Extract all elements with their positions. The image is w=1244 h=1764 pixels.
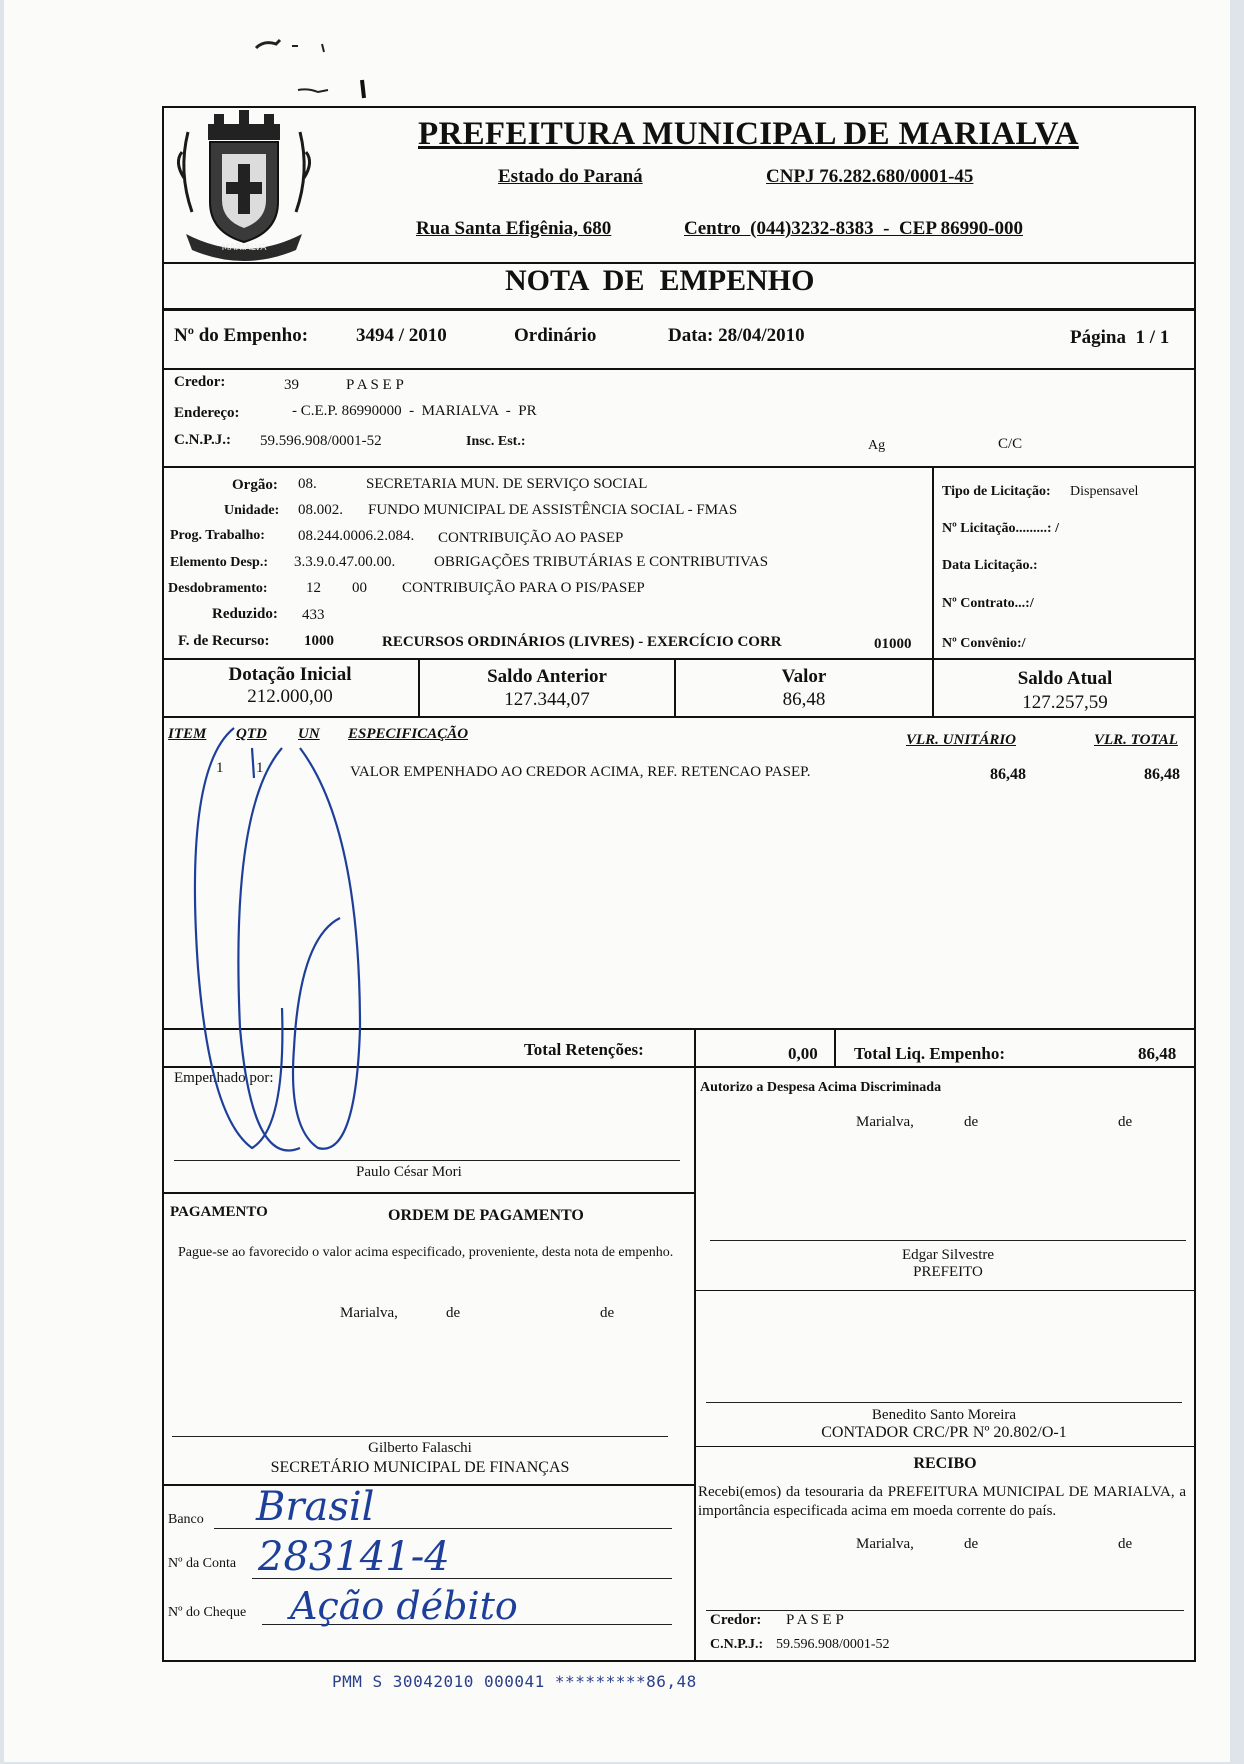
saldo-anterior-value: 127.344,07 <box>504 689 590 710</box>
elemento-code: 3.3.9.0.47.00.00. <box>294 554 396 570</box>
prog-label: Prog. Trabalho: <box>170 528 265 543</box>
autorizo-de2: de <box>1118 1114 1133 1130</box>
credor-cnpj-label: C.N.P.J.: <box>174 432 231 448</box>
dotacao-label: Dotação Inicial <box>228 664 352 685</box>
pagamento-de2: de <box>600 1305 615 1321</box>
col-vlr-total: VLR. TOTAL <box>1094 732 1178 748</box>
total-liq-label: Total Liq. Empenho: <box>854 1044 1005 1063</box>
svg-text:MARIALVA: MARIALVA <box>221 243 267 253</box>
recibo-credor-label: Credor: <box>710 1612 762 1628</box>
elemento-label: Elemento Desp.: <box>170 555 268 570</box>
desdobramento-code: 12 <box>306 580 321 596</box>
col-vlr-unitario: VLR. UNITÁRIO <box>906 732 1017 748</box>
banco-label: Banco <box>168 1512 204 1527</box>
municipal-seal-icon <box>168 102 320 262</box>
empenho-date: Data: 28/04/2010 <box>668 325 805 346</box>
ordem-pagamento-label: ORDEM DE PAGAMENTO <box>388 1207 584 1224</box>
col-un: UN <box>298 726 320 742</box>
saldo-atual-label: Saldo Atual <box>1017 668 1113 689</box>
autorizo-city: Marialva, <box>856 1114 914 1130</box>
valor-value: 86,48 <box>782 689 826 710</box>
prog-name: CONTRIBUIÇÃO AO PASEP <box>438 530 624 546</box>
empenho-number: 3494 / 2010 <box>356 325 447 346</box>
pen-marks <box>190 708 420 1160</box>
unidade-label: Unidade: <box>224 503 280 518</box>
recibo-de1: de <box>964 1536 979 1552</box>
item-row-vlr-unitario: 86,48 <box>990 766 1026 783</box>
desdobramento-name: CONTRIBUIÇÃO PARA O PIS/PASEP <box>402 580 645 596</box>
total-retencoes-value: 0,00 <box>788 1044 818 1063</box>
elemento-name: OBRIGAÇÕES TRIBUTÁRIAS E CONTRIBUTIVAS <box>434 554 769 570</box>
contador-signer: Benedito Santo Moreira <box>871 1407 1017 1423</box>
saldo-atual-value: 127.257,59 <box>1022 692 1108 713</box>
desdobramento-sub: 00 <box>352 580 367 596</box>
autorizo-label: Autorizo a Despesa Acima Discriminada <box>700 1080 942 1095</box>
dotacao-value: 212.000,00 <box>247 686 333 707</box>
cnpj-header: CNPJ 76.282.680/0001-45 <box>766 166 974 187</box>
valor-label: Valor <box>781 666 827 687</box>
credor-code: 39 <box>284 377 299 393</box>
document-title: NOTA DE EMPENHO <box>505 264 815 297</box>
pagamento-city: Marialva, <box>340 1305 398 1321</box>
recibo-label: RECIBO <box>913 1455 977 1472</box>
recurso-number: 01000 <box>874 636 912 652</box>
licitacao-type-label: Tipo de Licitação: <box>942 484 1051 499</box>
licitacao-type: Dispensavel <box>1070 484 1139 499</box>
prefeito-signer: Edgar Silvestre <box>901 1247 995 1263</box>
account-label: C/C <box>998 436 1023 452</box>
prog-code: 08.244.0006.2.084. <box>298 528 415 544</box>
contador-role: CONTADOR CRC/PR Nº 20.802/O-1 <box>821 1424 1067 1441</box>
insc-est-label: Insc. Est.: <box>466 434 526 449</box>
orgao-name: SECRETARIA MUN. DE SERVIÇO SOCIAL <box>366 476 648 492</box>
unidade-name: FUNDO MUNICIPAL DE ASSISTÊNCIA SOCIAL - FMAS <box>368 502 738 518</box>
empenho-number-label: Nº do Empenho: <box>174 325 309 346</box>
credor-cnpj: 59.596.908/0001-52 <box>260 433 382 449</box>
recibo-credor: P A S E P <box>786 1612 844 1628</box>
state-name: Estado do Paraná <box>498 166 643 187</box>
recibo-de2: de <box>1118 1536 1133 1552</box>
item-row-qtd: 1 <box>256 760 264 776</box>
total-liq-value: 86,48 <box>1138 1044 1177 1063</box>
address-details: Centro (044)3232-8383 - CEP 86990-000 <box>684 218 1023 239</box>
contrato-number: Nº Contrato...:/ <box>942 596 1034 611</box>
cheque-label: Nº do Cheque <box>168 1605 247 1620</box>
recibo-cnpj: 59.596.908/0001-52 <box>776 1637 890 1652</box>
agency-label: Ag <box>868 438 886 453</box>
licitacao-date: Data Licitação.: <box>942 558 1038 573</box>
municipality-title: PREFEITURA MUNICIPAL DE MARIALVA <box>418 116 1079 152</box>
orgao-label: Orgão: <box>232 477 278 493</box>
recurso-code: 1000 <box>304 633 334 649</box>
empenhado-label: Empenhado por: <box>174 1070 274 1086</box>
licitacao-number: Nº Licitação.........: / <box>942 521 1059 536</box>
total-retencoes-label: Total Retenções: <box>524 1040 644 1059</box>
reduzido-label: Reduzido: <box>212 606 278 622</box>
empenho-type: Ordinário <box>514 325 597 346</box>
col-especificacao: ESPECIFICAÇÃO <box>348 726 469 742</box>
scan-marks <box>250 30 370 100</box>
recibo-cnpj-label: C.N.P.J.: <box>710 1637 764 1652</box>
recibo-city: Marialva, <box>856 1536 914 1552</box>
desdobramento-label: Desdobramento: <box>168 581 268 596</box>
conta-handwritten: 283141-4 <box>258 1534 450 1580</box>
secretario-role: SECRETÁRIO MUNICIPAL DE FINANÇAS <box>270 1459 570 1476</box>
print-stamp: PMM S 30042010 000041 *********86,48 <box>332 1672 697 1691</box>
col-qtd: QTD <box>236 726 267 742</box>
item-row-item: 1 <box>216 760 224 776</box>
cheque-handwritten: Ação débito <box>290 1584 518 1628</box>
banco-handwritten: Brasil <box>256 1484 375 1530</box>
address-label: Endereço: <box>174 405 240 421</box>
secretario-signer: Gilberto Falaschi <box>368 1440 472 1456</box>
saldo-anterior-label: Saldo Anterior <box>487 666 607 687</box>
recibo-text: Recebi(emos) da tesouraria da PREFEITURA MUNICIPAL DE MARIALVA, a importância especificada acima em moeda corrente do país. <box>698 1484 1186 1519</box>
autorizo-de1: de <box>964 1114 979 1130</box>
unidade-code: 08.002. <box>298 502 343 518</box>
page-number: Página 1 / 1 <box>1070 327 1170 348</box>
item-row-vlr-total: 86,48 <box>1144 766 1180 783</box>
recurso-label: F. de Recurso: <box>178 633 270 649</box>
col-item: ITEM <box>168 726 207 742</box>
empenhado-signer: Paulo César Mori <box>356 1164 462 1180</box>
prefeito-role: PREFEITO <box>913 1264 983 1280</box>
street-address: Rua Santa Efigênia, 680 <box>416 218 612 239</box>
pagamento-label: PAGAMENTO <box>170 1204 268 1220</box>
conta-label: Nº da Conta <box>168 1556 237 1571</box>
reduzido-code: 433 <box>302 607 325 623</box>
credor-address: - C.E.P. 86990000 - MARIALVA - PR <box>292 403 537 419</box>
item-row-especificacao: VALOR EMPENHADO AO CREDOR ACIMA, REF. RETENCAO PASEP. <box>350 764 811 780</box>
credor-label: Credor: <box>174 374 226 390</box>
pagamento-de1: de <box>446 1305 461 1321</box>
recurso-name: RECURSOS ORDINÁRIOS (LIVRES) - EXERCÍCIO CORR <box>382 634 782 650</box>
credor-name: P A S E P <box>346 377 404 393</box>
pagamento-text: Pague-se ao favorecido o valor acima especificado, proveniente, desta nota de empenho. <box>178 1245 674 1260</box>
orgao-code: 08. <box>298 476 317 492</box>
convenio-number: Nº Convênio:/ <box>942 636 1026 651</box>
